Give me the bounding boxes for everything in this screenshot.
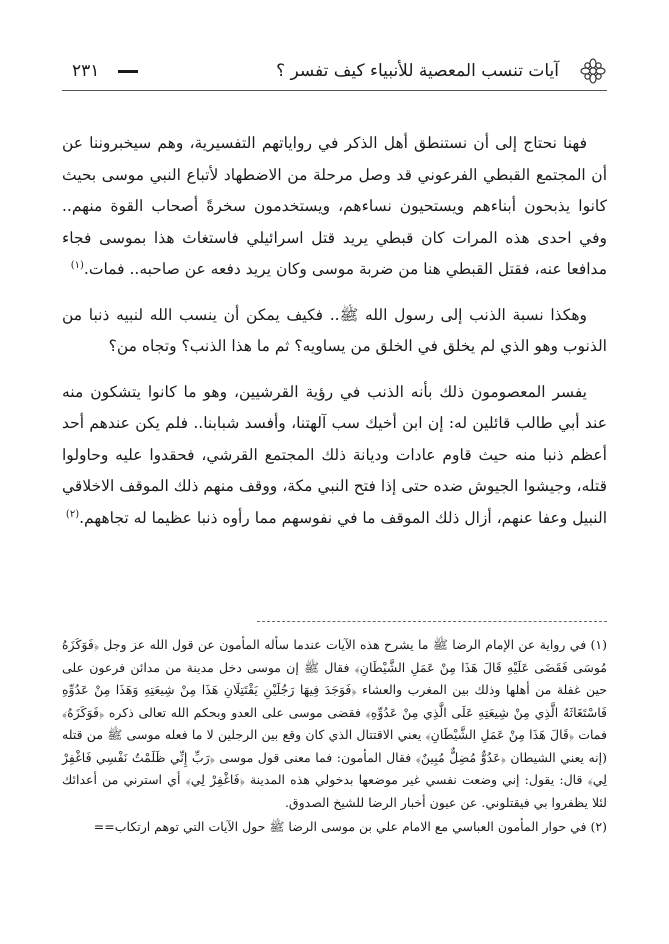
paragraph	[62, 128, 607, 286]
footnotes	[62, 634, 607, 839]
floral-ornament-icon	[579, 57, 607, 85]
main-text	[62, 128, 607, 534]
footnote: (١) في رواية عن الإمام الرضا ﷺ ما يشرح هذه الآيات عندما سأله المأمون عن قول الله عز وجل ﴿فَوَكَزَهُ مُوسَى فَقَضَى عَلَيْهِ قَالَ هَذَا مِنْ عَمَلِ الشَّيْطَانِ﴾ فقال ﷺ إن موسى دخل مدينة من مدائن فرعون على حين غفلة من أهلها وذلك بين المغرب والعشاء ﴿فَوَجَدَ فِيهَا رَجُلَيْنِ يَقْتَتِلَانِ هَذَا مِنْ شِيعَتِهِ وَهَذَا مِنْ عَدُوِّهِ فَاسْتَغَاثَهُ الَّذِي مِنْ شِيعَتِهِ عَلَى الَّذِي مِنْ عَدُوِّهِ﴾ فقضى موسى على العدو وبحكم الله تعالى ذكره ﴿فَوَكَزَهُ﴾ فمات ﴿قَالَ هَذَا مِنْ عَمَلِ الشَّيْطَانِ﴾ يعني الاقتتال الذي كان وقع بين الرجلين لا ما فعله موسى ﷺ من قتله (إنه يعني الشيطان ﴿عَدُوٌّ مُضِلٌّ مُبِينٌ﴾ فقال المأمون: فما معنى قول موسى ﴿رَبِّ إِنِّي ظَلَمْتُ نَفْسِي فَاغْفِرْ لِي﴾ قال: يقول: إني وضعت نفسي غير موضعها بدخولي هذه المدينة ﴿فَاغْفِرْ لِي﴾ أي استرني من أعدائك لئلا يظفروا بي فيقتلوني. عن عيون أخبار الرضا للشيخ الصدوق.	[62, 637, 607, 810]
footnote: (٢) في حوار المأمون العباسي مع الامام علي بن موسى الرضا ﷺ حول الآيات التي توهم ارتكاب==	[93, 819, 607, 834]
footnote-ref: (١)	[70, 259, 84, 271]
paragraph	[62, 300, 607, 363]
header-divider	[62, 90, 607, 91]
footnote-separator	[257, 621, 607, 622]
paragraph	[62, 377, 607, 535]
page-number-dash	[118, 70, 138, 73]
paragraph-text: يفسر المعصومون ذلك بأنه الذنب في رؤية القرشيين، وهو ما كانوا يتشكون منه عند أبي طالب قائلين له: إن ابن أخيك سب آلهتنا، وأفسد شبابنا.. فلم يكن عندهم أحد أعظم ذنبا منه حيث قاوم عادات وديانة ذلك المجتمع القرشي، فحقدوا عليه وحاولوا قتله، وجيشوا الجيوش ضده حتى إذا فتح النبي مكة، ووقف منهم ذلك الموقف الاخلاقي النبيل وعفا عنهم، أزال ذلك الموقف ما في نفوسهم مما رأوه ذنبا عظيما له تجاههم.	[62, 382, 607, 527]
paragraph-text: فهنا نحتاج إلى أن نستنطق أهل الذكر في رواياتهم التفسيرية، وهم سيخبروننا عن أن المجتمع القبطي الفرعوني قد وصل مرحلة من الاضطهاد لأتباع النبي موسى بحيث كانوا يذبحون أبناءهم ويستحيون نساءهم، ويستخدمون سخرةً أصحاب القوة منهم.. وفي احدى هذه المرات كان قبطي يريد قتل اسرائيلي فاستغاث هذا بموسى فجاء مدافعا عنه، فقتل القبطي هنا من ضربة موسى وكان يريد دفعه عن صاحبه.. فمات.	[62, 134, 607, 278]
running-header-title: آيات تنسب المعصية للأنبياء كيف تفسر ؟	[276, 61, 559, 81]
page-number: ٢٣١	[72, 61, 100, 81]
paragraph-text: وهكذا نسبة الذنب إلى رسول الله ﷺ.. فكيف يمكن أن ينسب الله لنبيه ذنبا من الذنوب وهو الذي لم يخلق في الخلق من يساويه؟ ثم ما هذا الذنب؟ وتجاه من؟	[62, 305, 607, 355]
footnote-ref: (٢)	[65, 508, 80, 520]
